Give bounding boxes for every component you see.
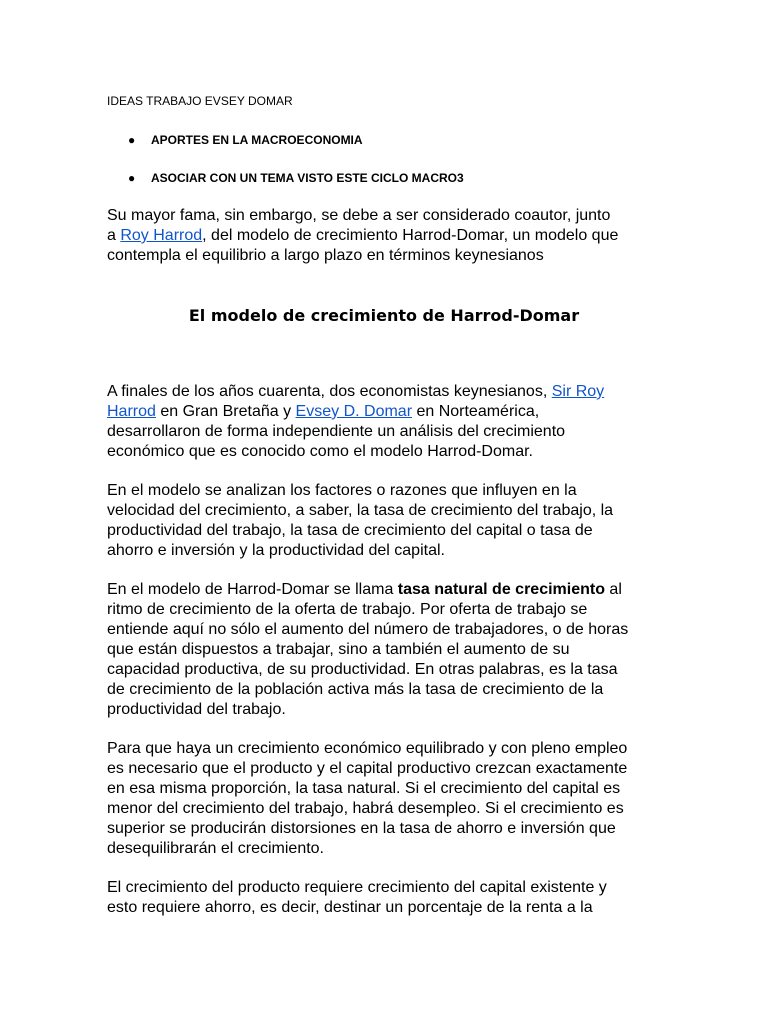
evsey-domar-link[interactable]: Evsey D. Domar <box>295 403 413 420</box>
intro-paragraph <box>107 206 667 266</box>
p2-line: En el modelo se analizan los factores o razones que influyen en la <box>107 482 577 499</box>
paragraph-2 <box>107 481 667 561</box>
p3-text: al <box>604 581 622 598</box>
p3-line: que están dispuestos a trabajar, sino a también el aumento de su <box>107 641 570 658</box>
p3-line: capacidad productiva, de su productividad. En otras palabras, es la tasa <box>107 661 618 678</box>
p4-line: menor del crecimiento del trabajo, habrá desempleo. Si el crecimiento es <box>107 800 624 817</box>
tasa-natural-term: tasa natural de crecimiento <box>397 581 605 598</box>
bullet-item-aportes <box>128 133 363 147</box>
paragraph-5 <box>107 878 667 918</box>
p4-line: desequilibrarán el crecimiento. <box>107 840 324 857</box>
p5-line: El crecimiento del producto requiere crecimiento del capital existente y <box>107 879 607 896</box>
p1-line-1 <box>107 382 667 402</box>
sir-roy-link[interactable]: Sir Roy <box>551 383 605 400</box>
intro-line-2 <box>107 226 667 246</box>
p1-line-4: económico que es conocido como el modelo Harrod-Domar. <box>107 443 533 460</box>
section-title: El modelo de crecimiento de Harrod-Domar <box>188 306 580 325</box>
p1-text: A finales de los años cuarenta, dos economistas keynesianos, <box>107 383 552 400</box>
p4-line: en esa misma proporción, la tasa natural. Si el crecimiento del capital es <box>107 780 621 797</box>
p1-text: en Gran Bretaña y <box>155 403 296 420</box>
p2-line: productividad del trabajo, la tasa de crecimiento del capital o tasa de <box>107 522 593 539</box>
harrod-link[interactable]: Harrod <box>107 403 156 420</box>
p5-line: esto requiere ahorro, es decir, destinar un porcentaje de la renta a la <box>107 899 593 916</box>
p4-line: Para que haya un crecimiento económico equilibrado y con pleno empleo <box>107 740 628 757</box>
p3-text: En el modelo de Harrod-Domar se llama <box>107 581 398 598</box>
intro-line-1: Su mayor fama, sin embargo, se debe a ser considerado coautor, junto <box>107 207 611 224</box>
p3-line: ritmo de crecimiento de la oferta de trabajo. Por oferta de trabajo se <box>107 601 588 618</box>
p1-text: en Norteamérica, <box>412 403 540 420</box>
p2-line: velocidad del crecimiento, a saber, la tasa de crecimiento del trabajo, la <box>107 502 614 519</box>
p3-line: productividad del trabajo. <box>107 701 286 718</box>
p3-line-1 <box>107 580 667 600</box>
paragraph-3 <box>107 580 667 720</box>
p2-line: ahorro e inversión y la productividad del capital. <box>107 542 445 559</box>
bullet-text: APORTES EN LA MACROECONOMIA <box>151 133 363 147</box>
p1-line-2 <box>107 402 667 422</box>
bullet-item-asociar <box>128 171 464 185</box>
intro-text: , del modelo de crecimiento Harrod-Domar, un modelo que <box>202 227 619 244</box>
p4-line: superior se producirán distorsiones en la tasa de ahorro e inversión que <box>107 820 616 837</box>
p4-line: es necesario que el producto y el capital productivo crezcan exactamente <box>107 760 628 777</box>
p1-line-3: desarrollaron de forma independiente un análisis del crecimiento <box>107 423 566 440</box>
p3-line: entiende aquí no sólo el aumento del número de trabajadores, o de horas <box>107 621 629 638</box>
paragraph-1 <box>107 382 667 462</box>
intro-line-3: contempla el equilibrio a largo plazo en términos keynesianos <box>107 247 544 264</box>
document-header: IDEAS TRABAJO EVSEY DOMAR <box>107 94 293 108</box>
bullet-dot-icon: ● <box>128 133 136 147</box>
paragraph-4 <box>107 739 667 859</box>
bullet-dot-icon: ● <box>128 171 136 185</box>
roy-harrod-link[interactable]: Roy Harrod <box>120 227 203 244</box>
p3-line: de crecimiento de la población activa más la tasa de crecimiento de la <box>107 681 604 698</box>
intro-text: a <box>107 227 121 244</box>
bullet-text: ASOCIAR CON UN TEMA VISTO ESTE CICLO MACRO3 <box>151 171 464 185</box>
